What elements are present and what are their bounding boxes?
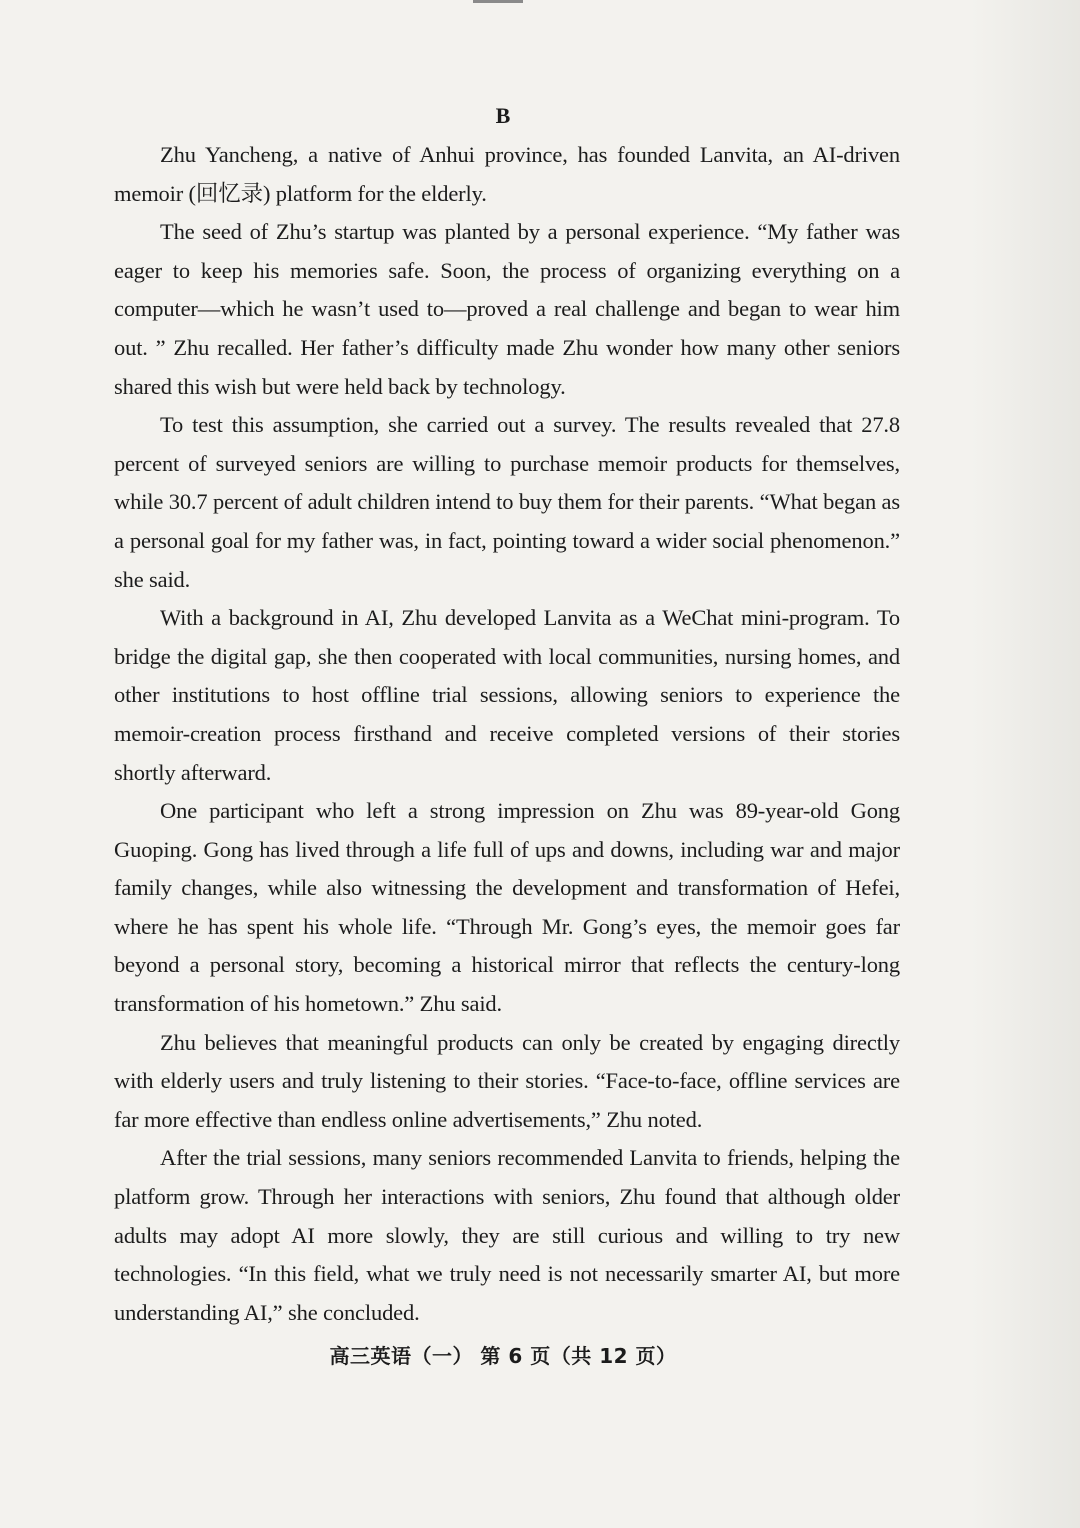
paragraph: With a background in AI, Zhu developed Lanvita as a WeChat mini-program. To bridge the digital gap, she then cooperated with local communities, nursing homes, and other institutions to host offline trial sessions, allowing seniors to experience the memoir-creation process firsthand and receive completed versions of their stories shortly afterward.: [114, 605, 900, 785]
top-edge-mark: [473, 0, 523, 3]
paragraph: Zhu Yancheng, a native of Anhui province, has founded Lanvita, an AI-driven memoir (回忆录) platform for the elderly.: [114, 142, 900, 206]
paragraph: One participant who left a strong impression on Zhu was 89-year-old Gong Guoping. Gong has lived through a life full of ups and downs, including war and major family changes, while also witnessing the development and transformation of Hefei, where he has spent his whole life. “Through Mr. Gong’s eyes, the memoir goes far beyond a personal story, becoming a historical mirror that reflects the century-long transformation of his hometown.” Zhu said.: [114, 798, 900, 1017]
paragraph: To test this assumption, she carried out a survey. The results revealed that 27.8 percent of surveyed seniors are willing to purchase memoir products for themselves, while 30.7 percent of adult children intend to buy them for their parents. “What began as a personal goal for my father was, in fact, pointing toward a wider social phenomenon.” she said.: [114, 412, 900, 592]
paragraph: Zhu believes that meaningful products can only be created by engaging directly with elderly users and truly listening to their stories. “Face-to-face, offline services are far more effective than endless online advertisements,” Zhu noted.: [114, 1029, 900, 1132]
reading-passage: [114, 136, 900, 1332]
scan-edge-shading: [970, 0, 1080, 1528]
paragraph: The seed of Zhu’s startup was planted by a personal experience. “My father was eager to keep his memories safe. Soon, the process of organizing everything on a computer—which he wasn’t used to—proved a real challenge and began to wear him out. ” Zhu recalled. Her father’s difficulty made Zhu wonder how many other seniors shared this wish but were held back by technology.: [114, 219, 900, 399]
paragraph: After the trial sessions, many seniors recommended Lanvita to friends, helping the platform grow. Through her interactions with seniors, Zhu found that although older adults may adopt AI more slowly, they are still curious and willing to try new technologies. “In this field, what we truly need is not necessarily smarter AI, but more understanding AI,” she concluded.: [114, 1145, 900, 1325]
section-label: B: [495, 103, 511, 128]
page-footer: 高三英语（一） 第 6 页（共 12 页）: [329, 1344, 677, 1368]
